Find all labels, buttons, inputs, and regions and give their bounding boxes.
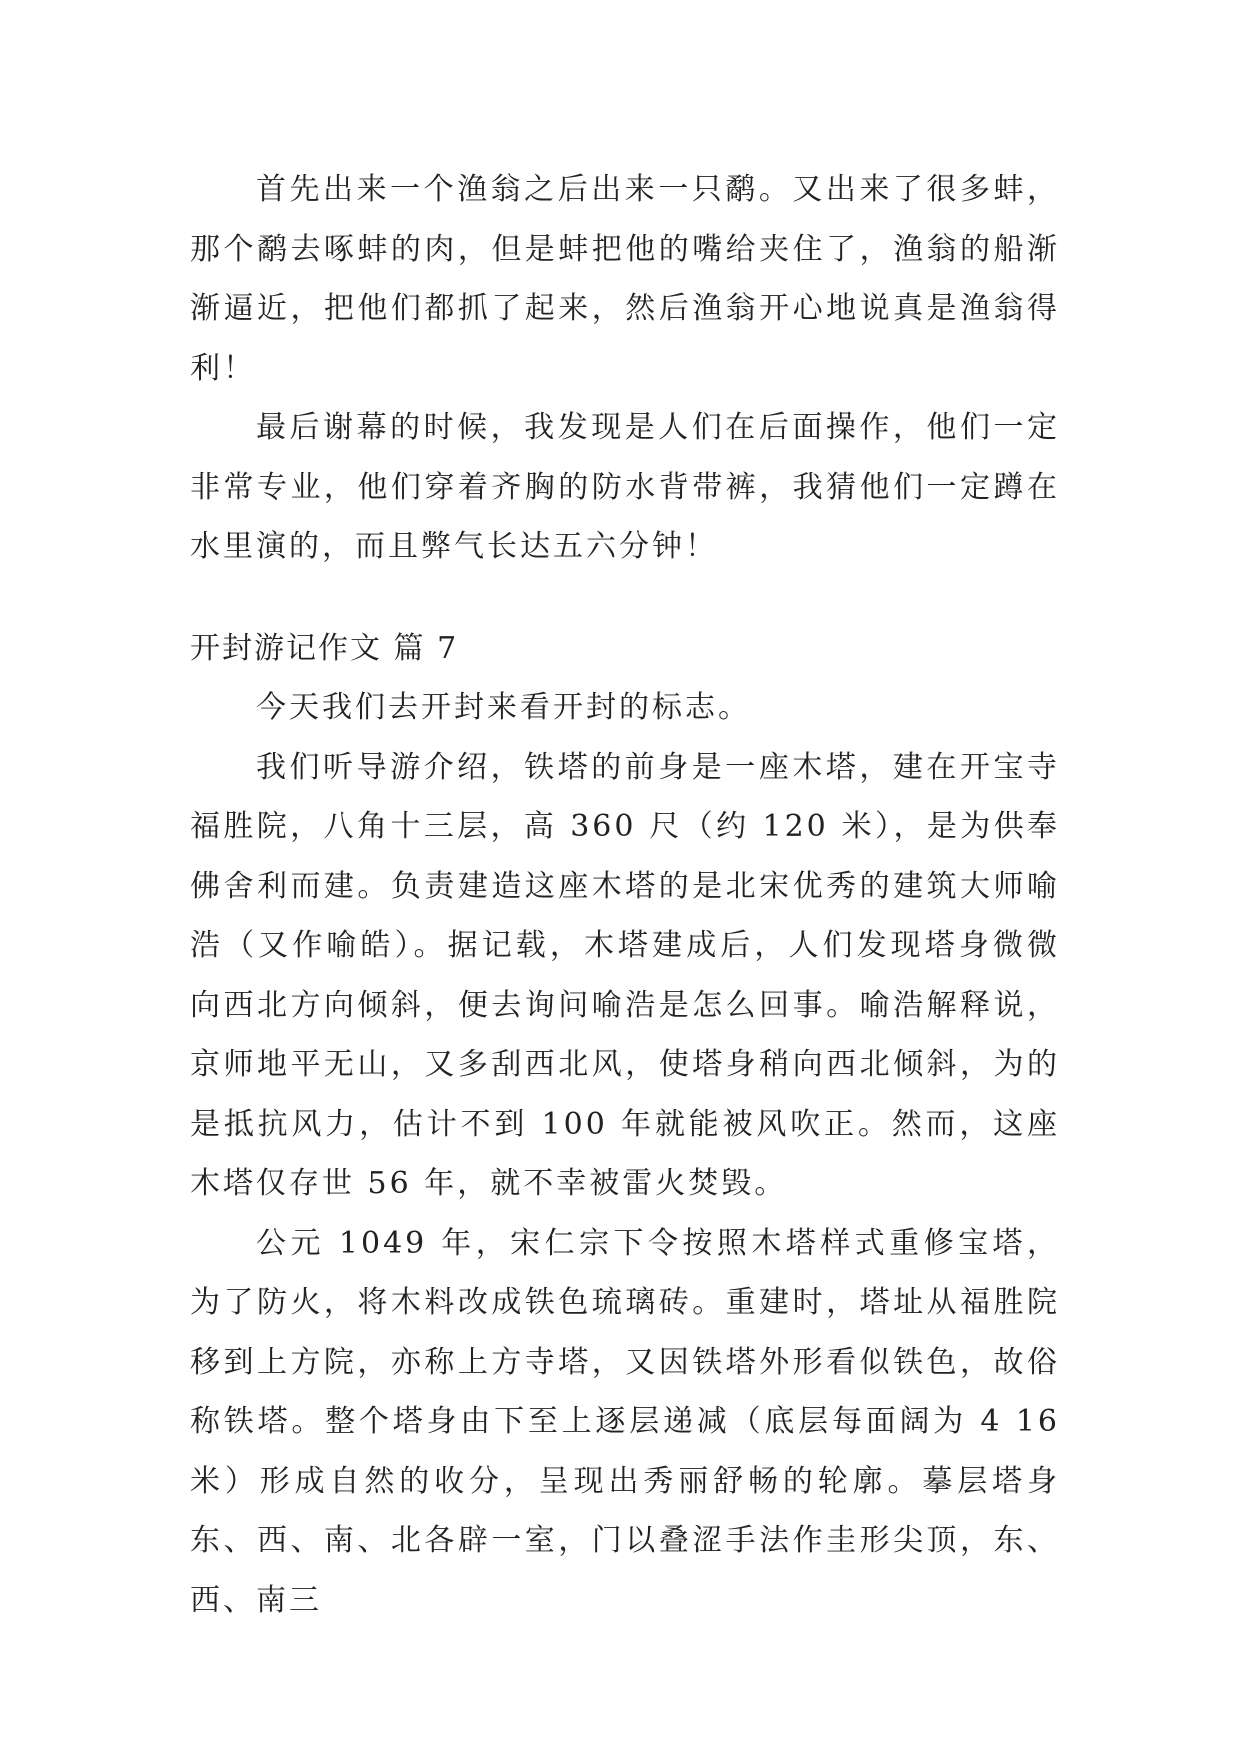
paragraph-fisherman-story: 首先出来一个渔翁之后出来一只鹬。又出来了很多蚌，那个鹬去啄蚌的肉，但是蚌把他的嘴给夹住了，渔翁的船渐渐逼近，把他们都抓了起来，然后渔翁开心地说真是渔翁得利！	[190, 172, 1060, 386]
paragraph-iron-pagoda: 公元 1049 年，宋仁宗下令按照木塔样式重修宝塔，为了防火，将木料改成铁色琉璃砖。重建时，塔址从福胜院移到上方院，亦称上方寺塔，又因铁塔外形看似铁色，故俗称铁塔。整个塔身由下至上逐层递减（底层每面阔为 4 16 米）形成自然的收分，呈现出秀丽舒畅的轮廓。摹层塔身东、西、南、北各辟一室，门以叠涩手法作圭形尖顶，东、西、南三	[190, 1225, 1060, 1618]
section-heading: 开封游记作文 篇 7	[190, 630, 459, 666]
document-body	[190, 160, 1060, 1630]
paragraph-kaifeng-intro: 今天我们去开封来看开封的标志。	[256, 690, 751, 725]
paragraph-curtain-call: 最后谢幕的时候，我发现是人们在后面操作，他们一定非常专业，他们穿着齐胸的防水背带裤，我猜他们一定蹲在水里演的，而且弊气长达五六分钟！	[190, 410, 1060, 564]
paragraph-wooden-pagoda: 我们听导游介绍，铁塔的前身是一座木塔，建在开宝寺福胜院，八角十三层，高 360 尺（约 120 米），是为供奉佛舍利而建。负责建造这座木塔的是北宋优秀的建筑大师喻浩（又作喻皓）。据记载，木塔建成后，人们发现塔身微微向西北方向倾斜，便去询问喻浩是怎么回事。喻浩解释说，京师地平无山，又多刮西北风，使塔身稍向西北倾斜，为的是抵抗风力，估计不到 100 年就能被风吹正。然而，这座木塔仅存世 56 年，就不幸被雷火焚毁。	[190, 749, 1060, 1201]
